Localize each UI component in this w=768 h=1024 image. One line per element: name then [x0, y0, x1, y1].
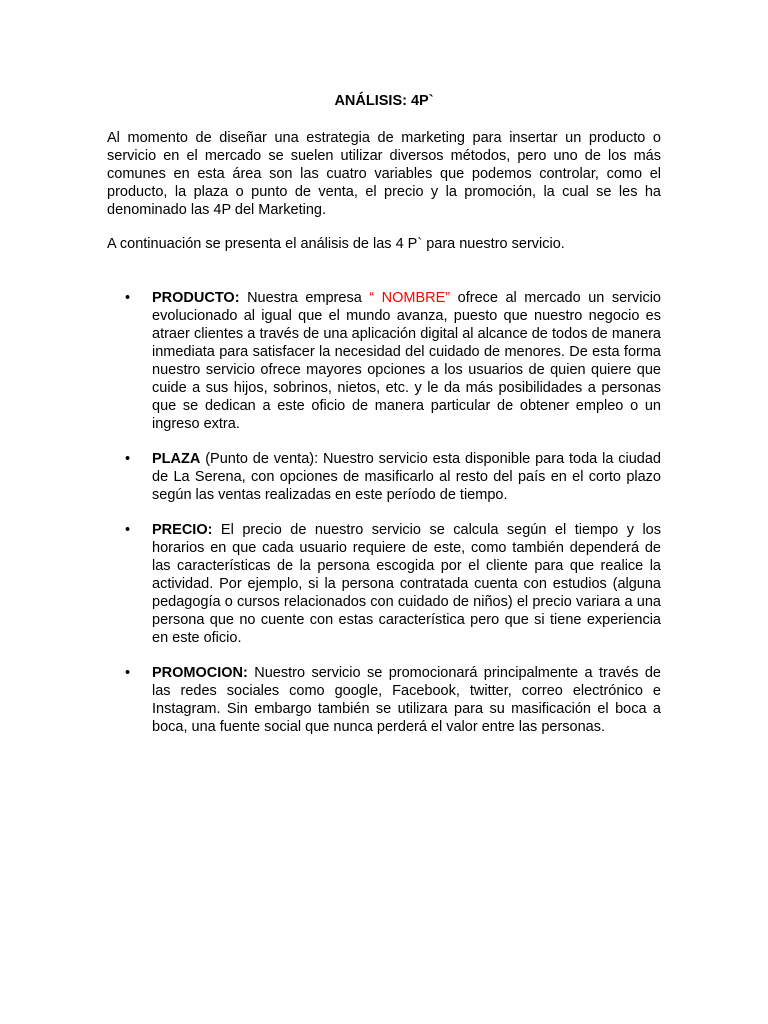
item-text: ofrece al mercado un servicio evolucionado al igual que el mundo avanza, puesto que nuestro negocio es atraer clientes a través de una aplicación digital al alcance de todos de manera inmediata para satisfacer la necesidad del cuidado de menores. De esta forma nuestro servicio ofrece mayores opciones a los usuarios de quien quiere que cuide a sus hijos, sobrinos, nietos, etc. y le da más posibilidades a personas que se dedican a este oficio de manera particular de obtener empleo o un ingreso extra.: [152, 290, 661, 432]
list-item-precio: [107, 521, 661, 647]
list-item-producto: [107, 289, 661, 433]
bullet-icon: •: [125, 451, 131, 467]
item-text: El precio de nuestro servicio se calcula según el tiempo y los horarios en que cada usuario requiere de este, como también dependerá de las características de la persona escogida por el cliente para que realice la actividad. Por ejemplo, si la persona contratada cuenta con estudios (alguna pedagogía o cursos relacionados con cuidado de niños) el precio variara a una persona que no cuente con estas característica pero que si tiene experiencia en este oficio.: [152, 522, 661, 646]
item-pre-text: Nuestra empresa: [239, 290, 370, 306]
company-name-placeholder: “ NOMBRE”: [369, 290, 451, 306]
document-page: [107, 92, 661, 753]
four-p-list: [107, 289, 661, 736]
list-item-plaza: [107, 450, 661, 504]
item-text: Nuestro servicio se promocionará principalmente a través de las redes sociales como google, Facebook, twitter, correo electrónico e Instagram. Sin embargo también se utilizara para su masificación el boca a boca, una fuente social que nunca perderá el valor entre las personas.: [152, 665, 661, 735]
item-term: PROMOCION:: [152, 665, 248, 681]
intro-paragraph: Al momento de diseñar una estrategia de marketing para insertar un producto o servicio en el mercado se suelen utilizar diversos métodos, pero uno de los más comunes en esta área son las cuatro variables que podemos controlar, como el producto, la plaza o punto de venta, el precio y la promoción, la cual se les ha denominado las 4P del Marketing.: [107, 130, 661, 218]
item-term: PRODUCTO:: [152, 290, 240, 306]
list-item-promocion: [107, 664, 661, 736]
item-term: PRECIO:: [152, 522, 213, 538]
item-text: (Punto de venta): Nuestro servicio esta disponible para toda la ciudad de La Serena, con opciones de masificarlo al resto del país en el corto plazo según las ventas realizadas en este período de tiempo.: [152, 451, 661, 503]
document-title: ANÁLISIS: 4P`: [334, 93, 434, 109]
bullet-icon: •: [125, 290, 131, 306]
lead-paragraph: A continuación se presenta el análisis de las 4 P` para nuestro servicio.: [107, 236, 565, 252]
bullet-icon: •: [125, 665, 131, 681]
bullet-icon: •: [125, 522, 131, 538]
item-term: PLAZA: [152, 451, 201, 467]
